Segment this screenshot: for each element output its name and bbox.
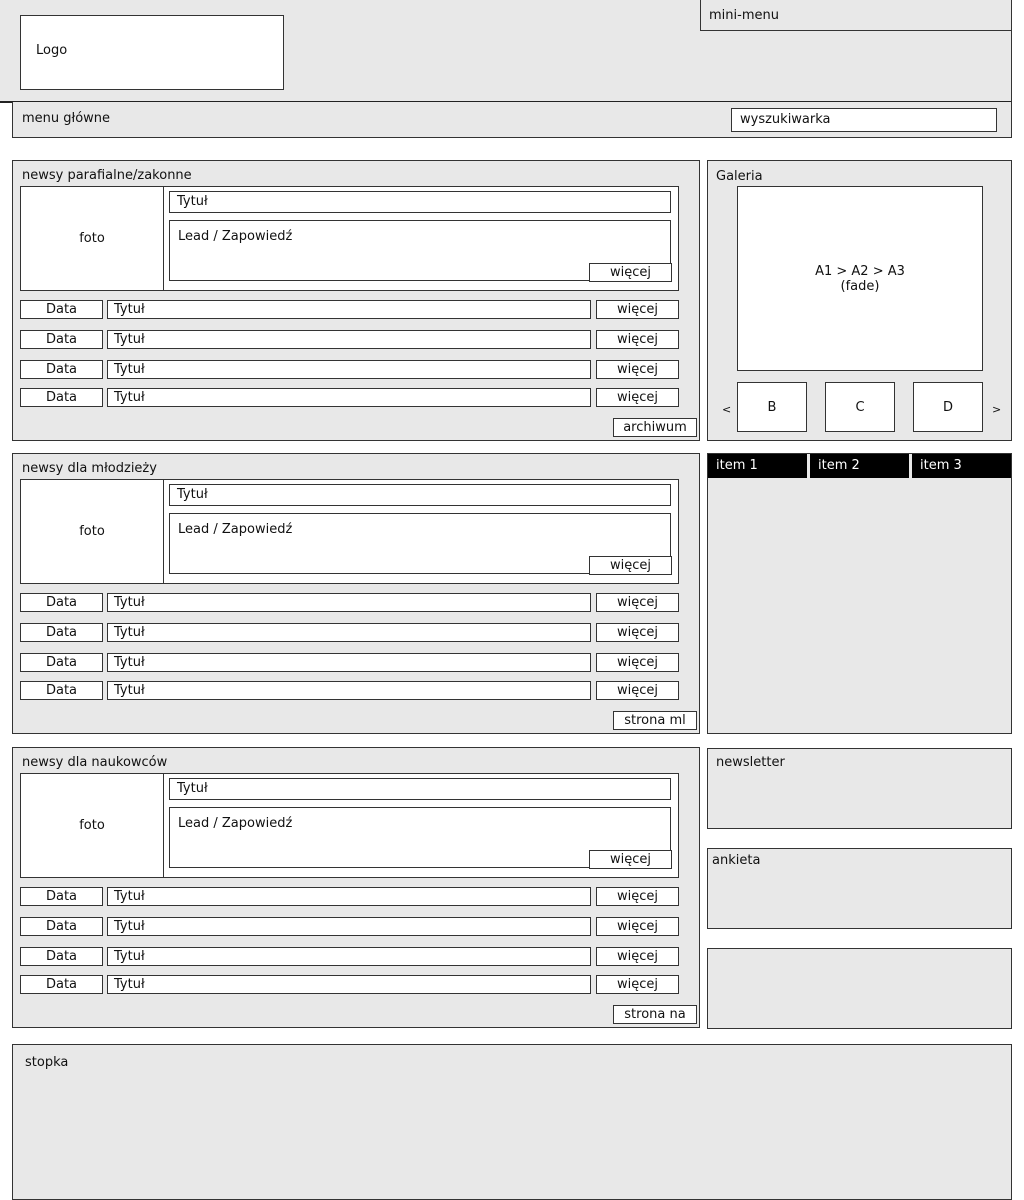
news-row-date: Data: [20, 330, 103, 349]
news-row-title[interactable]: Tytuł: [107, 623, 591, 642]
mini-menu-label: mini-menu: [709, 8, 779, 23]
newsletter-box[interactable]: [707, 748, 1012, 829]
news-row-title[interactable]: Tytuł: [107, 681, 591, 700]
news-row-title[interactable]: Tytuł: [107, 388, 591, 407]
news-row-more-button[interactable]: więcej: [596, 623, 679, 642]
news-row-date: Data: [20, 681, 103, 700]
news-row-more-button[interactable]: więcej: [596, 917, 679, 936]
news-row-date: Data: [20, 917, 103, 936]
featured-lead-text: Lead / Zapowiedź: [178, 816, 293, 831]
news-row-more-button[interactable]: więcej: [596, 975, 679, 994]
news-row-more-button[interactable]: więcej: [596, 388, 679, 407]
news-row-more-button[interactable]: więcej: [596, 300, 679, 319]
news-section: [12, 453, 700, 734]
empty-box: [707, 948, 1012, 1029]
gallery-panel: [707, 160, 1012, 441]
poll-box[interactable]: [707, 848, 1012, 929]
news-row-title[interactable]: Tytuł: [107, 653, 591, 672]
mini-menu[interactable]: [700, 0, 1012, 31]
news-row-title[interactable]: Tytuł: [107, 593, 591, 612]
news-row-more-button[interactable]: więcej: [596, 681, 679, 700]
poll-title: ankieta: [712, 853, 761, 868]
gallery-main-caption-effect: (fade): [840, 278, 880, 294]
section-footer-button[interactable]: archiwum: [613, 418, 697, 437]
gallery-thumb-b[interactable]: B: [737, 382, 807, 432]
news-row-title[interactable]: Tytuł: [107, 887, 591, 906]
news-row-more-button[interactable]: więcej: [596, 887, 679, 906]
news-row-more-button[interactable]: więcej: [596, 593, 679, 612]
featured-photo[interactable]: foto: [21, 187, 164, 290]
featured-article: [20, 479, 679, 584]
news-row-title[interactable]: Tytuł: [107, 330, 591, 349]
featured-lead-text: Lead / Zapowiedź: [178, 522, 293, 537]
news-row-date: Data: [20, 593, 103, 612]
newsletter-title: newsletter: [716, 755, 785, 770]
featured-lead-text: Lead / Zapowiedź: [178, 229, 293, 244]
gallery-title: Galeria: [716, 169, 763, 184]
gallery-main-caption: A1 > A2 > A3: [815, 263, 905, 279]
tab-item-1[interactable]: item 1: [716, 458, 758, 473]
gallery-main-image[interactable]: [737, 186, 983, 371]
section-title: newsy dla młodzieży: [22, 461, 157, 476]
section-footer-button[interactable]: strona na: [613, 1005, 697, 1024]
news-row-date: Data: [20, 653, 103, 672]
news-row-more-button[interactable]: więcej: [596, 360, 679, 379]
featured-article: [20, 773, 679, 878]
news-row-date: Data: [20, 887, 103, 906]
news-row-date: Data: [20, 947, 103, 966]
logo-label: Logo: [36, 43, 68, 58]
news-row-more-button[interactable]: więcej: [596, 947, 679, 966]
section-title: newsy dla naukowców: [22, 755, 168, 770]
section-footer-button[interactable]: strona ml: [613, 711, 697, 730]
news-row-date: Data: [20, 975, 103, 994]
search-input[interactable]: [731, 108, 997, 132]
tab-item-3[interactable]: item 3: [920, 458, 962, 473]
news-row-more-button[interactable]: więcej: [596, 653, 679, 672]
featured-title[interactable]: Tytuł: [169, 778, 671, 800]
section-title: newsy parafialne/zakonne: [22, 168, 192, 183]
footer-label: stopka: [25, 1055, 69, 1070]
tab-item-2[interactable]: item 2: [818, 458, 860, 473]
gallery-next-button[interactable]: >: [992, 403, 1002, 416]
tabs-panel: [707, 453, 1012, 734]
news-row-date: Data: [20, 388, 103, 407]
featured-more-button[interactable]: więcej: [589, 556, 672, 575]
news-row-title[interactable]: Tytuł: [107, 975, 591, 994]
news-row-title[interactable]: Tytuł: [107, 360, 591, 379]
news-row-date: Data: [20, 360, 103, 379]
featured-lead: [169, 220, 671, 281]
news-row-date: Data: [20, 623, 103, 642]
tab-bar: [708, 454, 1011, 478]
featured-lead: [169, 513, 671, 574]
news-row-title[interactable]: Tytuł: [107, 947, 591, 966]
featured-lead: [169, 807, 671, 868]
featured-more-button[interactable]: więcej: [589, 850, 672, 869]
featured-title[interactable]: Tytuł: [169, 484, 671, 506]
search-label: wyszukiwarka: [740, 112, 831, 127]
footer: [12, 1044, 1012, 1200]
news-section: [12, 160, 700, 441]
news-row-title[interactable]: Tytuł: [107, 917, 591, 936]
featured-more-button[interactable]: więcej: [589, 263, 672, 282]
gallery-thumb-d[interactable]: D: [913, 382, 983, 432]
news-section: [12, 747, 700, 1028]
featured-photo[interactable]: foto: [21, 480, 164, 583]
gallery-prev-button[interactable]: <: [722, 403, 732, 416]
featured-article: [20, 186, 679, 291]
featured-photo[interactable]: foto: [21, 774, 164, 877]
news-row-more-button[interactable]: więcej: [596, 330, 679, 349]
featured-title[interactable]: Tytuł: [169, 191, 671, 213]
main-menu-label[interactable]: menu główne: [22, 111, 111, 126]
gallery-thumb-c[interactable]: C: [825, 382, 895, 432]
news-row-date: Data: [20, 300, 103, 319]
logo[interactable]: [20, 15, 284, 90]
news-row-title[interactable]: Tytuł: [107, 300, 591, 319]
